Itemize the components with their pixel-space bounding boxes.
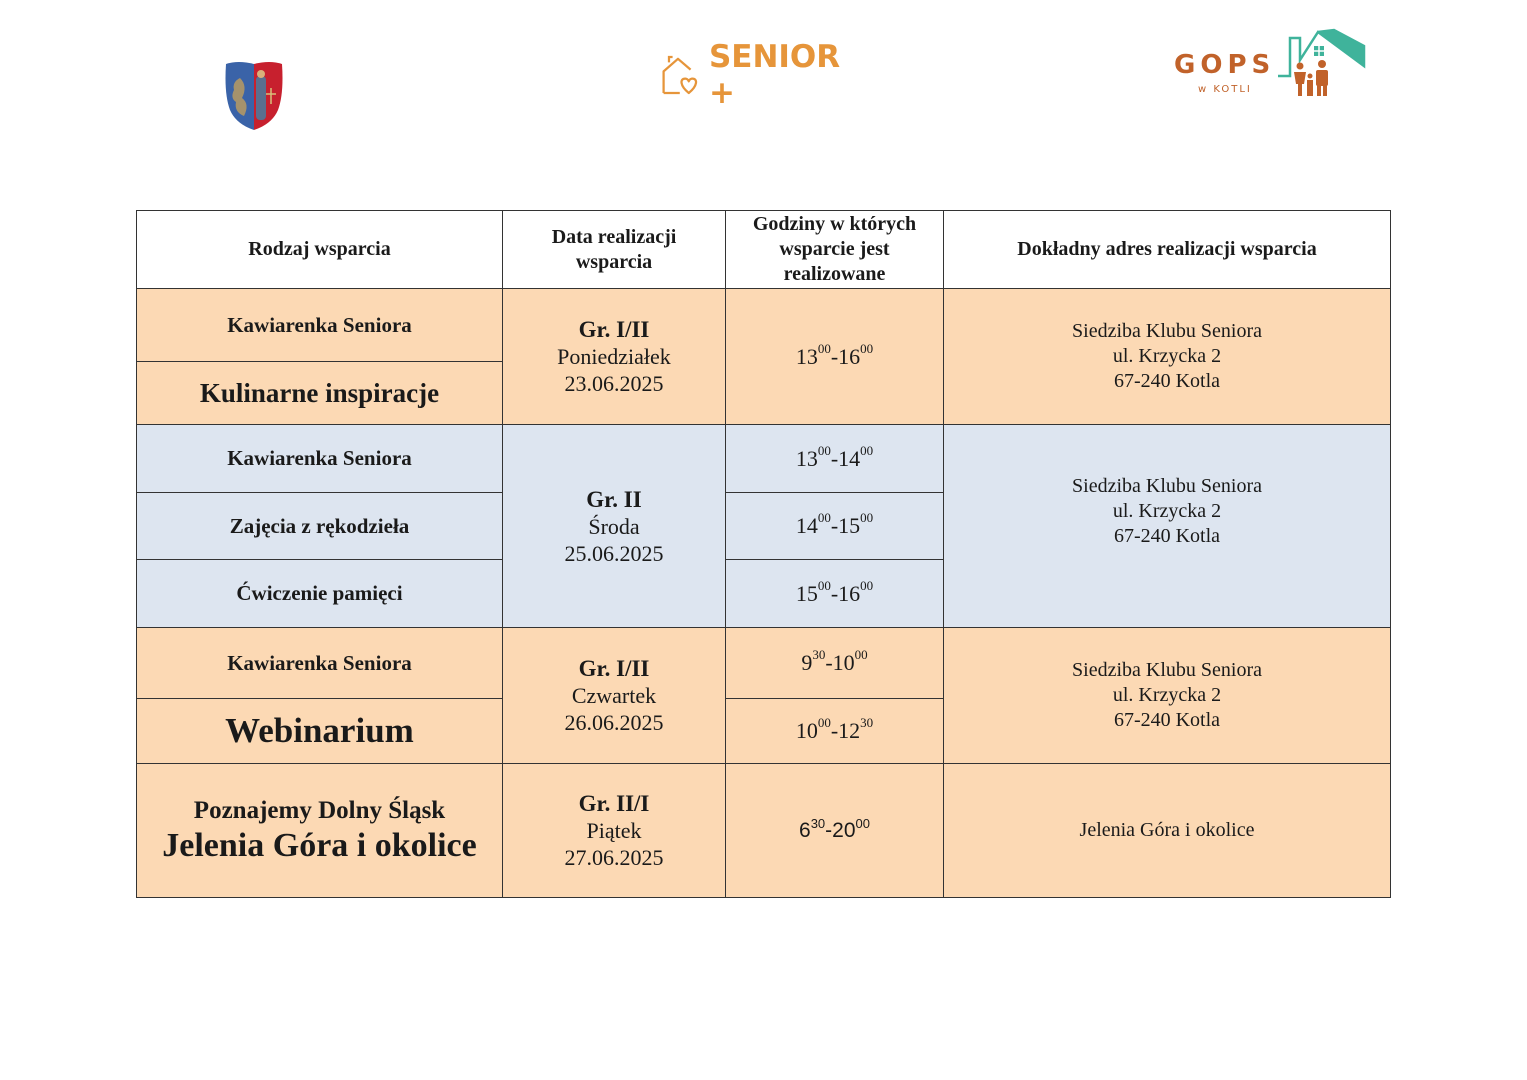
time-cell [725,424,943,492]
activity-cell [137,288,502,361]
group-label: Gr. II [586,486,642,512]
group-label: Gr. I/II [578,656,650,681]
time-range: $13^{00}-14^{00}$ [795,442,874,471]
group-label: Gr. II/I [578,791,650,816]
senior-plus-logo [660,39,860,111]
header-label: Data realizacji wsparcia [551,225,677,273]
activity-label: Zajęcia z rękodzieła [229,513,410,538]
schedule-table [136,210,1391,898]
header-hours [725,211,943,288]
date-cell [502,627,725,763]
group-label: Gr. I/II [578,317,650,342]
address-line: Siedziba Klubu Seniora [1072,659,1262,681]
time-range: $13^{00}-16^{00}$ [795,340,874,369]
address-line: ul. Krzycka 2 [1112,345,1222,367]
address-line: 67-240 Kotla [1113,709,1221,731]
date-cell [502,763,725,897]
day-label: Środa [588,513,640,539]
coat-of-arms-logo [222,58,286,134]
house-heart-icon [660,51,705,99]
activity-label: Poznajemy Dolny Śląsk [193,796,446,824]
time-range: $6^{30}-20^{00}$ [799,815,870,842]
senior-plus-text: SENIOR + [708,39,841,111]
address-cell [943,763,1390,897]
gops-text: GOPS [1174,50,1276,80]
day-label: Czwartek [571,683,657,708]
address-line: 67-240 Kotla [1113,524,1221,547]
date-label: 23.06.2025 [564,371,664,396]
activity-cell [137,361,502,424]
activity-label: Webinarium [225,711,414,750]
header-address [943,211,1390,288]
header-activity-type [137,211,502,288]
gops-logo [1170,26,1370,106]
date-label: 27.06.2025 [564,845,664,870]
time-cell [725,492,943,559]
time-cell [725,627,943,698]
header-date [502,211,725,288]
activity-label: Kawiarenka Seniora [227,446,412,470]
activity-label: Kulinarne inspiracje [199,377,440,408]
time-cell [725,288,943,424]
address-line: 67-240 Kotla [1113,370,1221,392]
time-range: $15^{00}-16^{00}$ [795,577,874,606]
address-line: Siedziba Klubu Seniora [1072,320,1262,342]
date-cell [502,288,725,424]
day-label: Piątek [586,818,642,843]
date-cell [502,424,725,627]
time-cell [725,559,943,627]
address-cell [943,627,1390,763]
activity-cell [137,492,502,559]
time-cell [725,698,943,763]
day-label: Poniedziałek [557,344,671,369]
coat-of-arms-icon [222,58,286,134]
gops-subtext: w KOTLI [1198,84,1252,95]
header-label: Rodzaj wsparcia [248,238,391,260]
activity-label: Kawiarenka Seniora [227,650,412,675]
header-label: Godziny w których wsparcie jest realizowane [752,213,917,285]
time-range: $10^{00}-12^{30}$ [795,715,874,743]
address-line: Siedziba Klubu Seniora [1072,474,1262,497]
address-line: Jelenia Góra i okolice [1079,819,1255,841]
activity-label: Ćwiczenie pamięci [236,581,403,605]
activity-label: Jelenia Góra i okolice [162,826,477,864]
time-range: $14^{00}-15^{00}$ [795,510,874,538]
header-label: Dokładny adres realizacji wsparcia [1017,238,1317,260]
activity-cell [137,627,502,698]
address-line: ul. Krzycka 2 [1112,684,1222,706]
time-cell [725,763,943,897]
activity-cell [137,559,502,627]
address-cell [943,288,1390,424]
address-cell [943,424,1390,627]
activity-cell [137,698,502,763]
activity-cell [137,424,502,492]
date-label: 26.06.2025 [564,710,664,735]
family-house-icon [1278,26,1370,102]
activity-label: Kawiarenka Seniora [227,312,412,337]
address-line: ul. Krzycka 2 [1112,499,1222,522]
date-label: 25.06.2025 [564,540,664,566]
time-range: $9^{30}-10^{00}$ [801,647,868,675]
activity-cell [137,763,502,897]
